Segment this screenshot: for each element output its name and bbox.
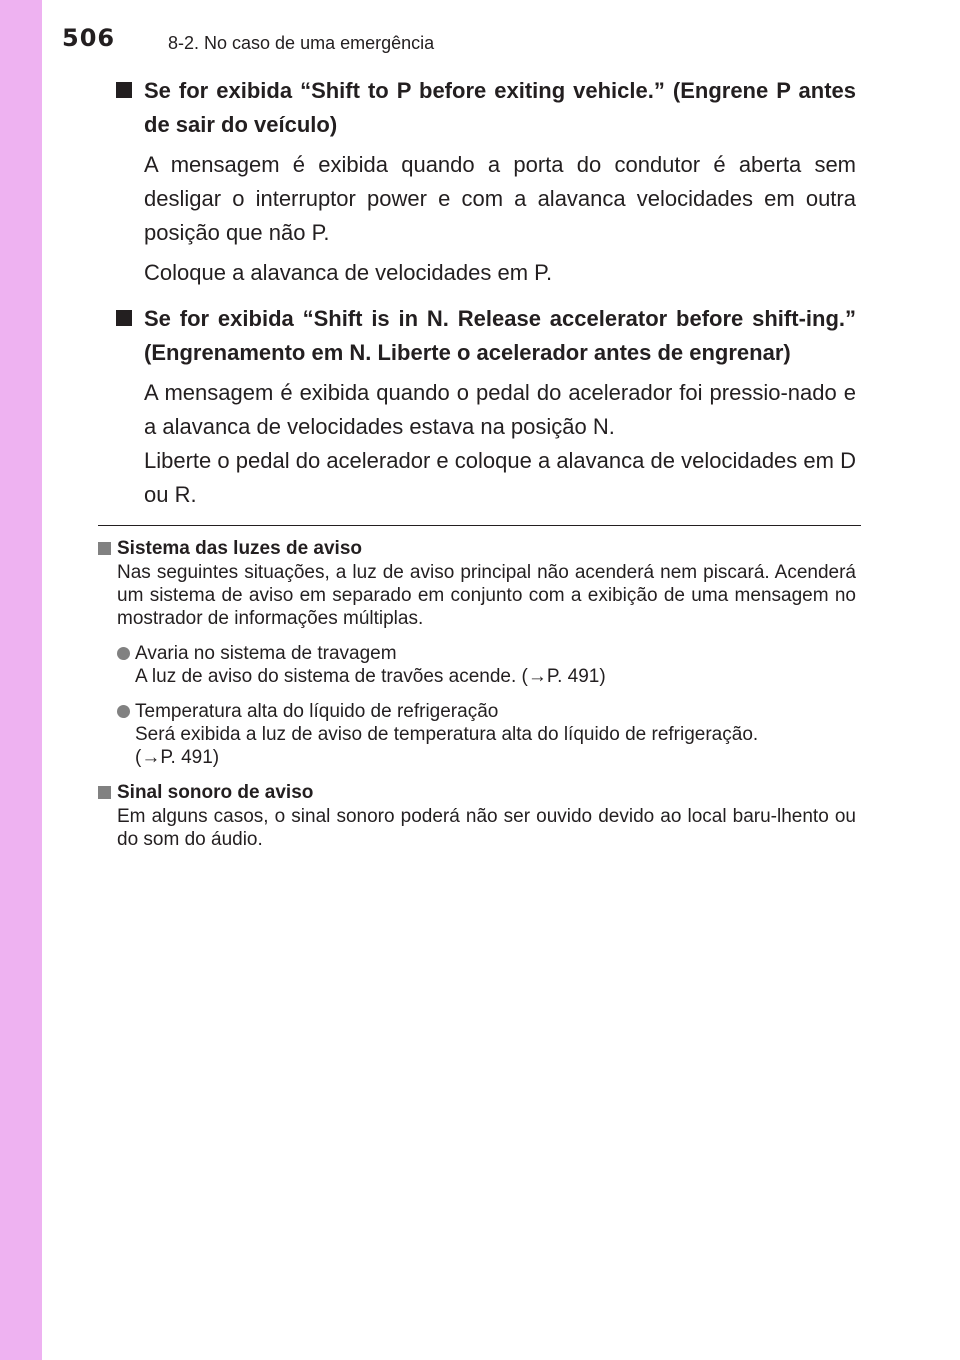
bullet-item [98,700,856,769]
square-bullet-icon [98,542,111,555]
message-description: A mensagem é exibida quando o pedal do acelerador foi pressio-nado e a alavanca de velocidades estava na posição N. [144,380,856,439]
square-bullet-icon [116,310,132,326]
note-text: Nas seguintes situações, a luz de aviso principal não acenderá nem piscará. Acenderá um sistema de aviso em separado em conjunto com a exibição de uma mensagem no mostrador de informações múltiplas. [117,562,856,629]
main-content [116,74,856,512]
bullet-title: Temperatura alta do líquido de refrigeração [135,701,499,722]
message-block-shift-to-p [116,74,856,142]
bullet-title: Avaria no sistema de travagem [135,643,397,664]
note-warning-lights [98,537,856,630]
side-color-strip [0,0,42,1360]
bullet-page-ref: (→P. 491) [135,747,220,768]
message-action: Liberte o pedal do acelerador e coloque a alavanca de velocidades em D ou R. [144,448,856,507]
note-text: Em alguns casos, o sinal sonoro poderá não ser ouvido devido ao local baru-lhento ou do som do áudio. [117,806,856,850]
note-heading: Sistema das luzes de aviso [117,538,363,559]
page-number: 506 [62,24,116,52]
square-bullet-icon [98,786,111,799]
section-title: 8-2. No caso de uma emergência [168,33,435,53]
round-bullet-icon [117,647,130,660]
message-description: A mensagem é exibida quando a porta do condutor é aberta sem desligar o interruptor power e com a alavanca velocidades em outra posição que não P. [144,152,856,245]
note-buzzer [98,781,856,851]
bullet-item [98,642,856,688]
square-bullet-icon [116,82,132,98]
note-heading: Sinal sonoro de aviso [117,782,314,803]
notes-section [98,537,856,851]
message-block-shift-in-n [116,302,856,370]
message-action: Coloque a alavanca de velocidades em P. [144,260,553,285]
round-bullet-icon [117,705,130,718]
notes-divider [98,525,861,526]
bullet-text: A luz de aviso do sistema de travões acende. (→P. 491) [135,666,606,687]
bullet-text: Será exibida a luz de aviso de temperatura alta do líquido de refrigeração. [135,724,759,745]
message-heading: Se for exibida “Shift to P before exiting vehicle.” (Engrene P antes de sair do veículo) [144,78,856,137]
message-heading: Se for exibida “Shift is in N. Release accelerator before shift-ing.” (Engrenamento em N. Liberte o acelerador antes de engrenar) [144,306,856,365]
